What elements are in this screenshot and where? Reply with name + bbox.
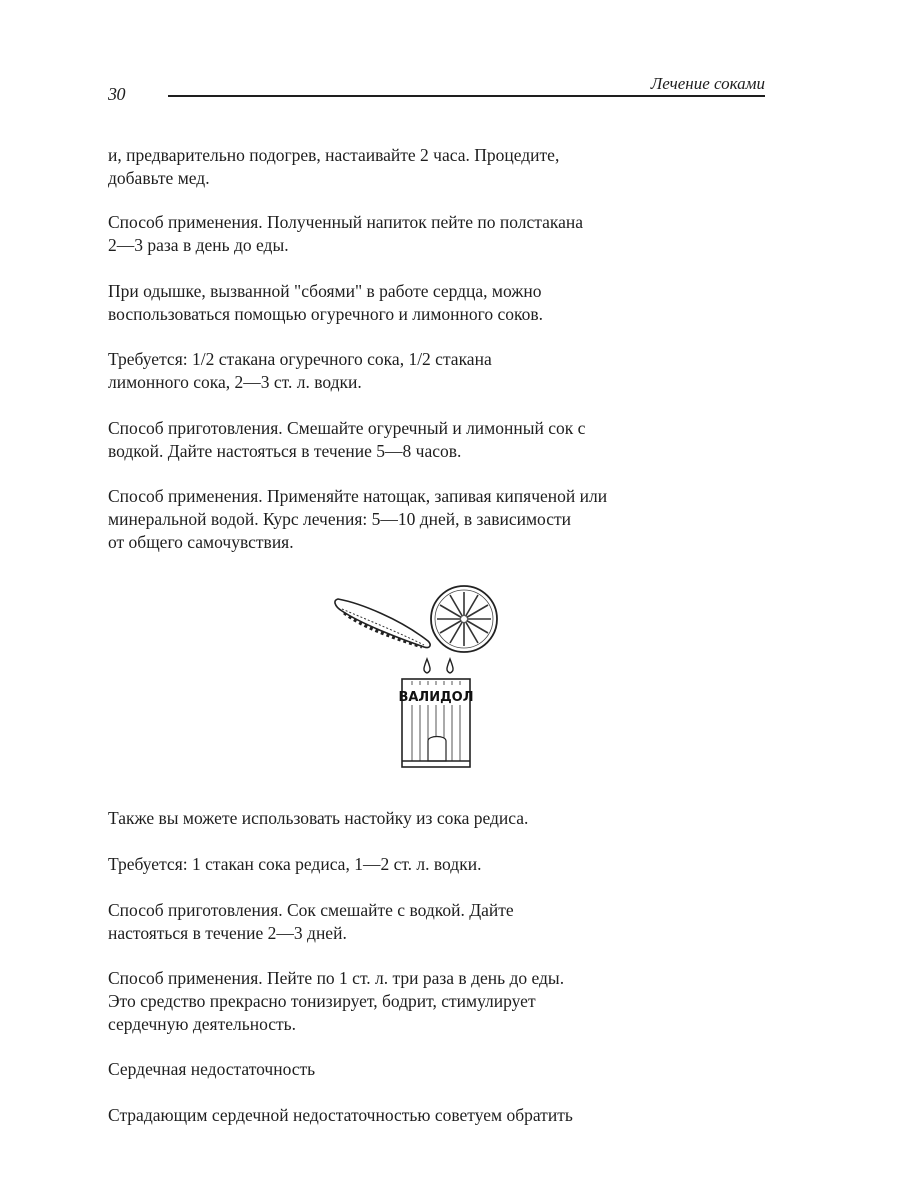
text-line: Способ приготовления. Смешайте огуречный и лимонный сок с — [108, 418, 586, 438]
text-line: Также вы можете использовать настойку из сока редиса. — [108, 808, 529, 828]
paragraph-infusion-end — [108, 144, 559, 190]
drops-icon — [424, 659, 453, 673]
page-header — [108, 72, 765, 102]
text-line: воспользоваться помощью огуречного и лимонного соков. — [108, 304, 544, 324]
text-line: лимонного сока, 2—3 ст. л. водки. — [108, 372, 362, 392]
text-line: и, предварительно подогрев, настаивайте 2 часа. Процедите, — [108, 145, 560, 165]
header-rule — [168, 95, 765, 97]
text-line: Требуется: 1 стакан сока редиса, 1—2 ст. л. водки. — [108, 854, 482, 874]
paragraph-preparation-1 — [108, 417, 585, 463]
text-line: Способ приготовления. Сок смешайте с водкой. Дайте — [108, 900, 514, 920]
paragraph-usage-1 — [108, 211, 583, 257]
text-line: Способ применения. Применяйте натощак, запивая кипяченой или — [108, 486, 608, 506]
paragraph-usage-2 — [108, 485, 607, 554]
text-line: Сердечная недостаточность — [108, 1059, 316, 1079]
text-line: Это средство прекрасно тонизирует, бодрит, стимулирует — [108, 991, 536, 1011]
text-line: минеральной водой. Курс лечения: 5—10 дней, в зависимости — [108, 509, 572, 529]
glass-icon — [398, 679, 473, 767]
glass-label: ВАЛИДОЛ — [398, 690, 474, 705]
section-heading-heart-failure — [108, 1058, 315, 1081]
text-line: от общего самочувствия. — [108, 532, 294, 552]
paragraph-heart-failure-intro — [108, 1104, 573, 1127]
text-line: 2—3 раза в день до еды. — [108, 235, 289, 255]
running-title: Лечение соками — [650, 74, 765, 93]
paragraph-ingredients-2 — [108, 853, 481, 876]
lemon-slice-icon — [431, 586, 497, 652]
paragraph-preparation-2 — [108, 899, 514, 945]
text-line: настояться в течение 2—3 дней. — [108, 923, 347, 943]
text-line: Требуется: 1/2 стакана огуречного сока, 1/2 стакана — [108, 349, 492, 369]
cucumber-icon — [335, 599, 430, 648]
text-line: Способ применения. Пейте по 1 ст. л. три раза в день до еды. — [108, 968, 565, 988]
page-number: 30 — [108, 84, 125, 104]
paragraph-radish-intro — [108, 807, 528, 830]
paragraph-shortness-of-breath — [108, 280, 543, 326]
text-line: сердечную деятельность. — [108, 1014, 297, 1034]
text-line: водкой. Дайте настояться в течение 5—8 часов. — [108, 441, 462, 461]
text-line: добавьте мед. — [108, 168, 210, 188]
illustration-cucumber-lemon-glass — [300, 575, 520, 795]
paragraph-usage-3 — [108, 967, 564, 1036]
paragraph-ingredients-1 — [108, 348, 492, 394]
text-line: При одышке, вызванной "сбоями" в работе сердца, можно — [108, 281, 542, 301]
text-line: Страдающим сердечной недостаточностью советуем обратить — [108, 1105, 573, 1125]
text-line: Способ применения. Полученный напиток пейте по полстакана — [108, 212, 584, 232]
